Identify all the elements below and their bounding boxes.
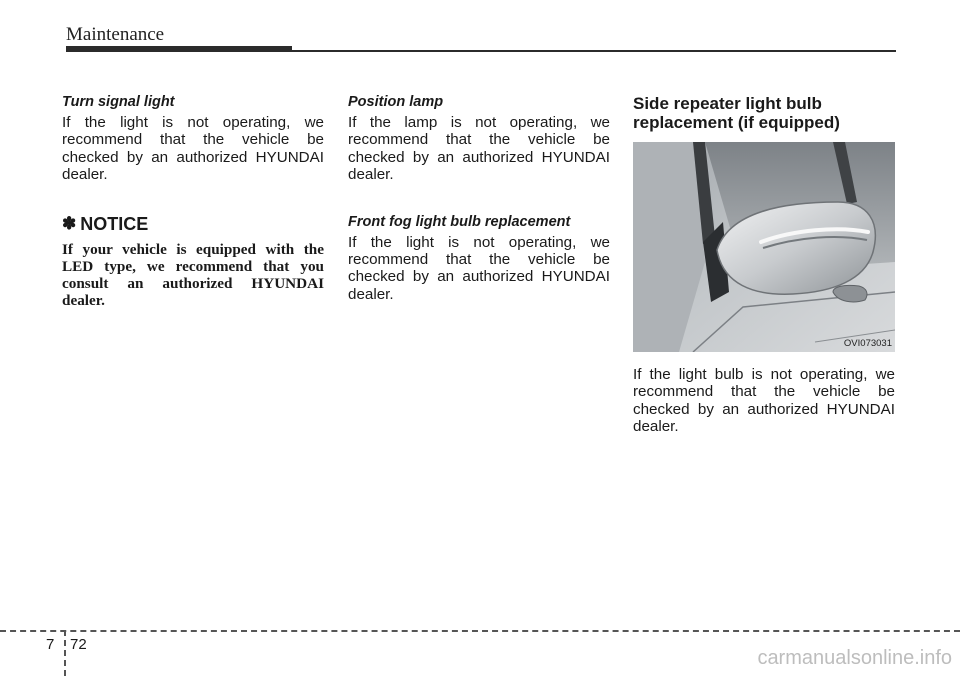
page-number: 72: [70, 636, 87, 653]
chapter-number: 7: [46, 636, 55, 653]
section-title: Maintenance: [66, 24, 165, 45]
position-lamp-heading: Position lamp: [348, 94, 444, 110]
turn-signal-text: If the light is not operating, we recommend that the vehicle be checked by an authorized HYUNDAI dealer.: [62, 114, 324, 184]
turn-signal-heading: Turn signal light: [62, 94, 175, 110]
side-repeater-text: If the light bulb is not operating, we recommend that the vehicle be checked by an authorized HYUNDAI dealer.: [633, 366, 895, 436]
fog-light-text: If the light is not operating, we recommend that the vehicle be checked by an authorized HYUNDAI dealer.: [348, 233, 610, 303]
footer-divider: [64, 630, 66, 676]
header-accent-bar: [66, 46, 292, 52]
header-rule: [292, 50, 896, 52]
side-mirror-figure: [633, 142, 895, 352]
asterisk-icon: ✽: [62, 214, 77, 234]
column-middle: [348, 94, 610, 303]
side-mirror-illustration: [633, 142, 895, 352]
notice-text: If your vehicle is equipped with the LED type, we recommend that you consult an authorized HYUNDAI dealer.: [62, 240, 324, 310]
position-lamp-text: If the lamp is not operating, we recommend that the vehicle be checked by an authorized HYUNDAI dealer.: [348, 114, 610, 184]
footer-rule: [0, 630, 960, 632]
side-repeater-heading: Side repeater light bulb replacement (if equipped): [633, 94, 840, 132]
column-right: [633, 94, 895, 436]
notice-heading: [62, 214, 324, 235]
watermark-text: carmanualsonline.info: [757, 647, 952, 669]
fog-light-heading: Front fog light bulb replacement: [348, 213, 571, 230]
column-left: [62, 94, 324, 309]
figure-caption: OVI073031: [843, 338, 892, 349]
notice-title: NOTICE: [80, 213, 149, 234]
